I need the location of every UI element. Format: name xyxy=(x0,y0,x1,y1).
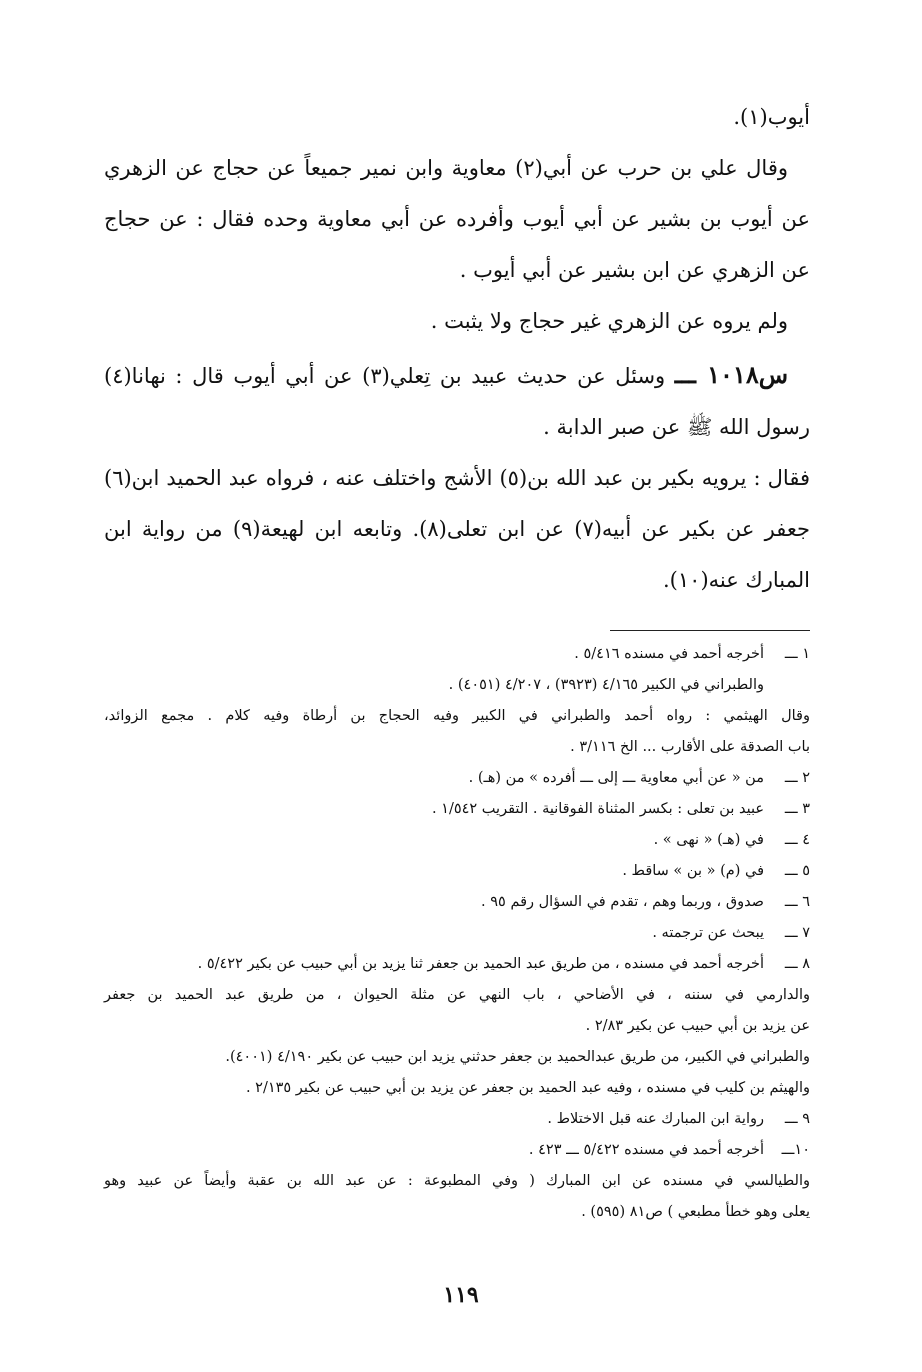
footnote-line: رواية ابن المبارك عنه قبل الاختلاط . xyxy=(547,1111,764,1127)
footnote-line: يبحث عن ترجمته . xyxy=(652,925,764,941)
paragraph-not-proven: ولم يروه عن الزهري غير حجاج ولا يثبت . xyxy=(430,309,788,333)
footnote-number: ٥ ـــ xyxy=(784,863,810,879)
question-text: وسئل عن حديث عبيد بن تِعلي(٣) عن أبي أيوب قال : نهانا(٤) رسول الله ﷺ عن صبر الدابة . xyxy=(104,364,810,439)
footnote-1 xyxy=(104,639,810,670)
footnote-line: وقال الهيثمي : رواه أحمد والطبراني في الكبير وفيه الحجاج بن أرطاة وفيه كلام . مجمع الزوائد، xyxy=(104,708,810,724)
footnote-2 xyxy=(104,763,810,794)
footnote-number: ١٠ـــ xyxy=(781,1142,810,1158)
question-1018 xyxy=(104,349,810,453)
footnote-number: ٩ ـــ xyxy=(784,1111,810,1127)
footnote-6 xyxy=(104,887,810,918)
footnote-3 xyxy=(104,794,810,825)
footnote-line: صدوق ، وربما وهم ، تقدم في السؤال رقم ٩٥ . xyxy=(481,894,764,910)
footnote-5 xyxy=(104,856,810,887)
footnote-line: يعلى وهو خطأ مطبعي ) ص٨١ (٥٩٥) . xyxy=(581,1204,810,1220)
paragraph-continuation: أيوب(١). xyxy=(733,105,810,129)
footnote-divider xyxy=(610,630,810,631)
footnote-1-continued xyxy=(104,670,810,701)
answer-paragraph: فقال : يرويه بكير بن عبد الله بن(٥) الأشج واختلف عنه ، فرواه عبد الحميد ابن(٦) جعفر عن بكير عن أبيه(٧) عن ابن تعلى(٨). وتابعه ابن لهيعة(٩) من رواية ابن المبارك عنه(١٠). xyxy=(104,466,810,592)
footnote-1-haythami xyxy=(104,701,810,763)
paragraph-ali-bin-harb: وقال علي بن حرب عن أبي(٢) معاوية وابن نمير جميعاً عن حجاج عن الزهري عن أيوب بن بشير عن أبي أيوب وأفرده عن أبي معاوية وحده فقال : عن حجاج عن الزهري عن ابن بشير عن أبي أيوب . xyxy=(104,156,810,282)
footnote-number: ٤ ـــ xyxy=(784,832,810,848)
footnote-line: في (م) « بن » ساقط . xyxy=(622,863,764,879)
footnote-10-tayalisi xyxy=(104,1166,810,1228)
footnote-7 xyxy=(104,918,810,949)
question-number: س١٠١٨ ـــ xyxy=(674,360,788,389)
footnote-line: أخرجه أحمد في مسنده ، من طريق عبد الحميد بن جعفر ثنا يزيد بن أبي حبيب عن بكير ٥/٤٢٢ . xyxy=(197,956,764,972)
footnote-number: ١ ـــ xyxy=(784,646,810,662)
footnote-number: ٦ ـــ xyxy=(784,894,810,910)
footnote-number: ٣ ـــ xyxy=(784,801,810,817)
footnote-4 xyxy=(104,825,810,856)
footnote-line: والطيالسي في مسنده عن ابن المبارك ( وفي المطبوعة : عن عبد الله بن عقبة وأيضاً عن عبيد وهو xyxy=(104,1173,810,1189)
footnote-line: أخرجه أحمد في مسنده ٥/٤١٦ . xyxy=(574,646,764,662)
footnote-number: ٧ ـــ xyxy=(784,925,810,941)
footnote-number: ٢ ـــ xyxy=(784,770,810,786)
footnote-number: ٨ ـــ xyxy=(784,956,810,972)
footnote-8-sources xyxy=(104,980,810,1104)
footnote-line: باب الصدقة على الأقارب ... الخ ٣/١١٦ . xyxy=(570,739,810,755)
footnote-line: في (هـ) « نهى » . xyxy=(653,832,764,848)
main-text xyxy=(104,92,810,606)
footnote-line: والهيثم بن كليب في مسنده ، وفيه عبد الحميد بن جعفر عن يزيد بن أبي حبيب عن بكير ٢/١٣٥ . xyxy=(245,1080,810,1096)
footnote-line: والطبراني في الكبير ٤/١٦٥ (٣٩٢٣) ، ٤/٢٠٧ (٤٠٥١) . xyxy=(448,677,764,693)
footnote-line: عن يزيد بن أبي حبيب عن بكير ٢/٨٣ . xyxy=(585,1018,810,1034)
footnote-line: من « عن أبي معاوية ـــ إلى ـــ أفرده » من (هـ) . xyxy=(468,770,764,786)
footnote-8 xyxy=(104,949,810,980)
footnote-line: والطبراني في الكبير، من طريق عبدالحميد بن جعفر حدثني يزيد ابن حبيب عن بكير ٤/١٩٠ (٤٠٠١). xyxy=(225,1049,810,1065)
footnote-9 xyxy=(104,1104,810,1135)
footnotes xyxy=(104,639,810,1228)
footnote-line: عبيد بن تعلى : بكسر المثناة الفوقانية . التقريب ١/٥٤٢ . xyxy=(431,801,764,817)
footnote-line: والدارمي في سننه ، في الأضاحي ، باب النهي عن مثلة الحيوان ، من طريق عبد الحميد بن جعفر xyxy=(104,987,810,1003)
footnote-10 xyxy=(104,1135,810,1166)
page-number: ١١٩ xyxy=(443,1282,479,1308)
footnote-line: أخرجه أحمد في مسنده ٥/٤٢٢ ـــ ٤٢٣ . xyxy=(528,1142,764,1158)
